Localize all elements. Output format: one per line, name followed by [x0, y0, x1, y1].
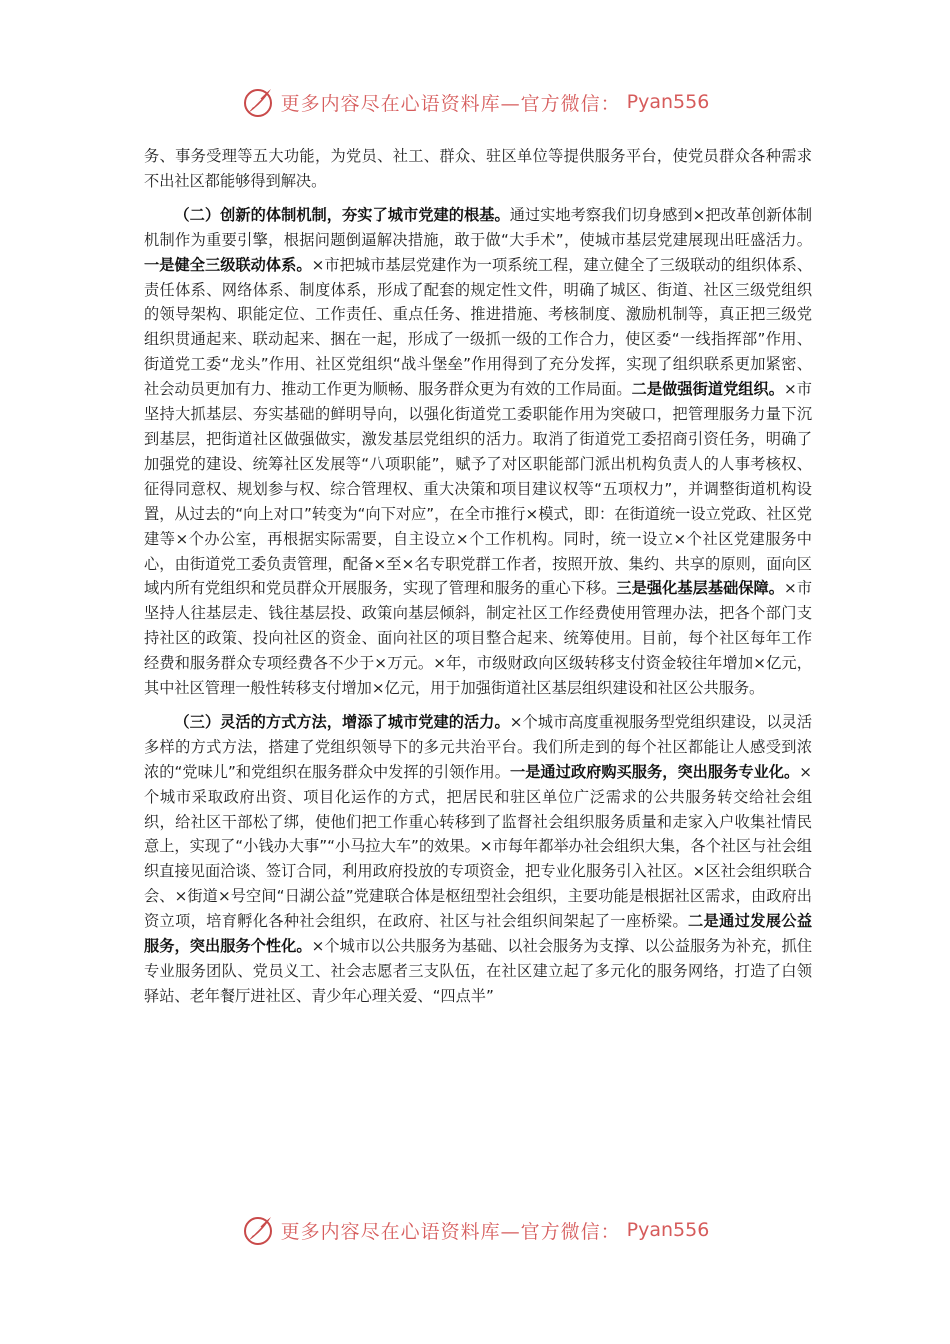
watermark-banner-bottom: [0, 1208, 950, 1252]
bold-heading-text: 三是强化基层基础保障。: [616, 579, 785, 598]
body-text: ×个城市高度重视服务型党组织建设，以灵活多样的方式方法，搭建了党组织领导下的多元共治平台。我们所走到的每个社区都能让人感受到浓浓的“党味儿”和党组织在服务群众中发挥的引领作用。: [144, 712, 813, 781]
paragraph: [144, 144, 812, 194]
watermark-text: 更多内容尽在心语资料库—官方微信：: [280, 92, 621, 115]
body-text: ×个城市采取政府出资、项目化运作的方式，把居民和驻区单位广泛需求的公共服务转交给社会组织，给社区干部松了绑，使他们把工作重心转移到了监督社会组织服务质量和走家入户收集社情民意上，实现了“小钱办大事”“小马拉大车”的效果。×市每年都举办社会组织大集，各个社区与社会组织直接见面洽谈、签订合同，利用政府投放的专项资金，把专业化服务引入社区。×区社会组织联合会、×街道×号空间“日湖公益”党建联合体是枢纽型社会组织，主要功能是根据社区需求，由政府出资立项，培育孵化各种社会组织，在政府、社区与社会组织间架起了一座桥梁。: [144, 762, 812, 931]
paragraph: [144, 710, 812, 1009]
quill-logo-icon: [241, 85, 275, 119]
bold-heading-text: 一是通过政府购买服务，突出服务专业化。: [509, 762, 800, 781]
bold-heading-text: （三）灵活的方式方法，增添了城市党建的活力。: [174, 712, 510, 731]
watermark-wechat-id: Pyan556: [626, 1219, 710, 1241]
body-text: ×个城市以公共服务为基础、以社会服务为支撑、以公益服务为补充，抓住专业服务团队、党员义工、社会志愿者三支队伍，在社区建立起了多元化的服务网络，打造了白领驿站、老年餐厅进社区、青少年心理关爱、“四点半”: [144, 937, 813, 1005]
quill-logo-icon: [241, 1213, 275, 1247]
watermark-banner-top: [0, 80, 950, 124]
body-text: 通过实地考察我们切身感到×把改革创新体制机制作为重要引擎，根据问题倒逼解决措施，敢于做“大手术”，使城市基层党建展现出旺盛活力。: [144, 205, 813, 249]
watermark-text: 更多内容尽在心语资料库—官方微信：: [280, 1220, 621, 1243]
bold-heading-text: 二是做强街道党组织。: [631, 380, 785, 399]
body-text: ×市坚持人往基层走、钱往基层投、政策向基层倾斜，制定社区工作经费使用管理办法，把各个部门支持社区的政策、投向社区的资金、面向社区的项目整合起来、统筹使用。目前，每个社区每年工作经费和服务群众专项经费各不少于×万元。×年，市级财政向区级转移支付资金较往年增加×亿元，其中社区管理一般性转移支付增加×亿元，用于加强街道社区基层组织建设和社区公共服务。: [144, 579, 813, 698]
paragraph: [144, 203, 812, 701]
watermark-wechat-id: Pyan556: [626, 91, 710, 113]
bold-heading-text: （二）创新的体制机制，夯实了城市党建的根基。: [174, 205, 510, 224]
body-text: 务、事务受理等五大功能，为党员、社工、群众、驻区单位等提供服务平台，使党员群众各种需求不出社区都能够得到解决。: [144, 147, 812, 190]
bold-heading-text: 一是健全三级联动体系。: [144, 255, 312, 274]
body-text: ×市坚持大抓基层、夯实基础的鲜明导向，以强化街道党工委职能作用为突破口，把管理服务力量下沉到基层，把街道社区做强做实，激发基层党组织的活力。取消了街道党工委招商引资任务，明确了加强党的建设、统筹社区发展等“八项职能”，赋予了对区职能部门派出机构负责人的人事考核权、征得同意权、规划参与权、综合管理权、重大决策和项目建议权等“五项权力”，并调整街道机构设置，从过去的“向上对口”转变为“向下对应”，在全市推行×模式，即：在街道统一设立党政、社区党建等×个办公室，再根据实际需要，自主设立×个工作机构。同时，统一设立×个社区党建服务中心，由街道党工委负责管理，配备×至×名专职党群工作者，按照开放、集约、共享的原则，面向区域内所有党组织和党员群众开展服务，实现了管理和服务的重心下移。: [144, 380, 812, 598]
document-body: [144, 144, 812, 1018]
body-text: ×市把城市基层党建作为一项系统工程，建立健全了三级联动的组织体系、责任体系、网络体系、制度体系，形成了配套的规定性文件，明确了城区、街道、社区三级党组织的领导架构、职能定位、工作责任、重点任务、推进措施、考核制度、激励机制等，真正把三级党组织贯通起来、联动起来、捆在一起，形成了一级抓一级的工作合力，使区委“一线指挥部”作用、街道党工委“龙头”作用、社区党组织“战斗堡垒”作用得到了充分发挥，实现了组织联系更加紧密、社会动员更加有力、推动工作更为顺畅、服务群众更为有效的工作局面。: [144, 255, 813, 399]
bold-heading-text: 二是通过发展公益服务，突出服务个性化。: [144, 912, 813, 956]
